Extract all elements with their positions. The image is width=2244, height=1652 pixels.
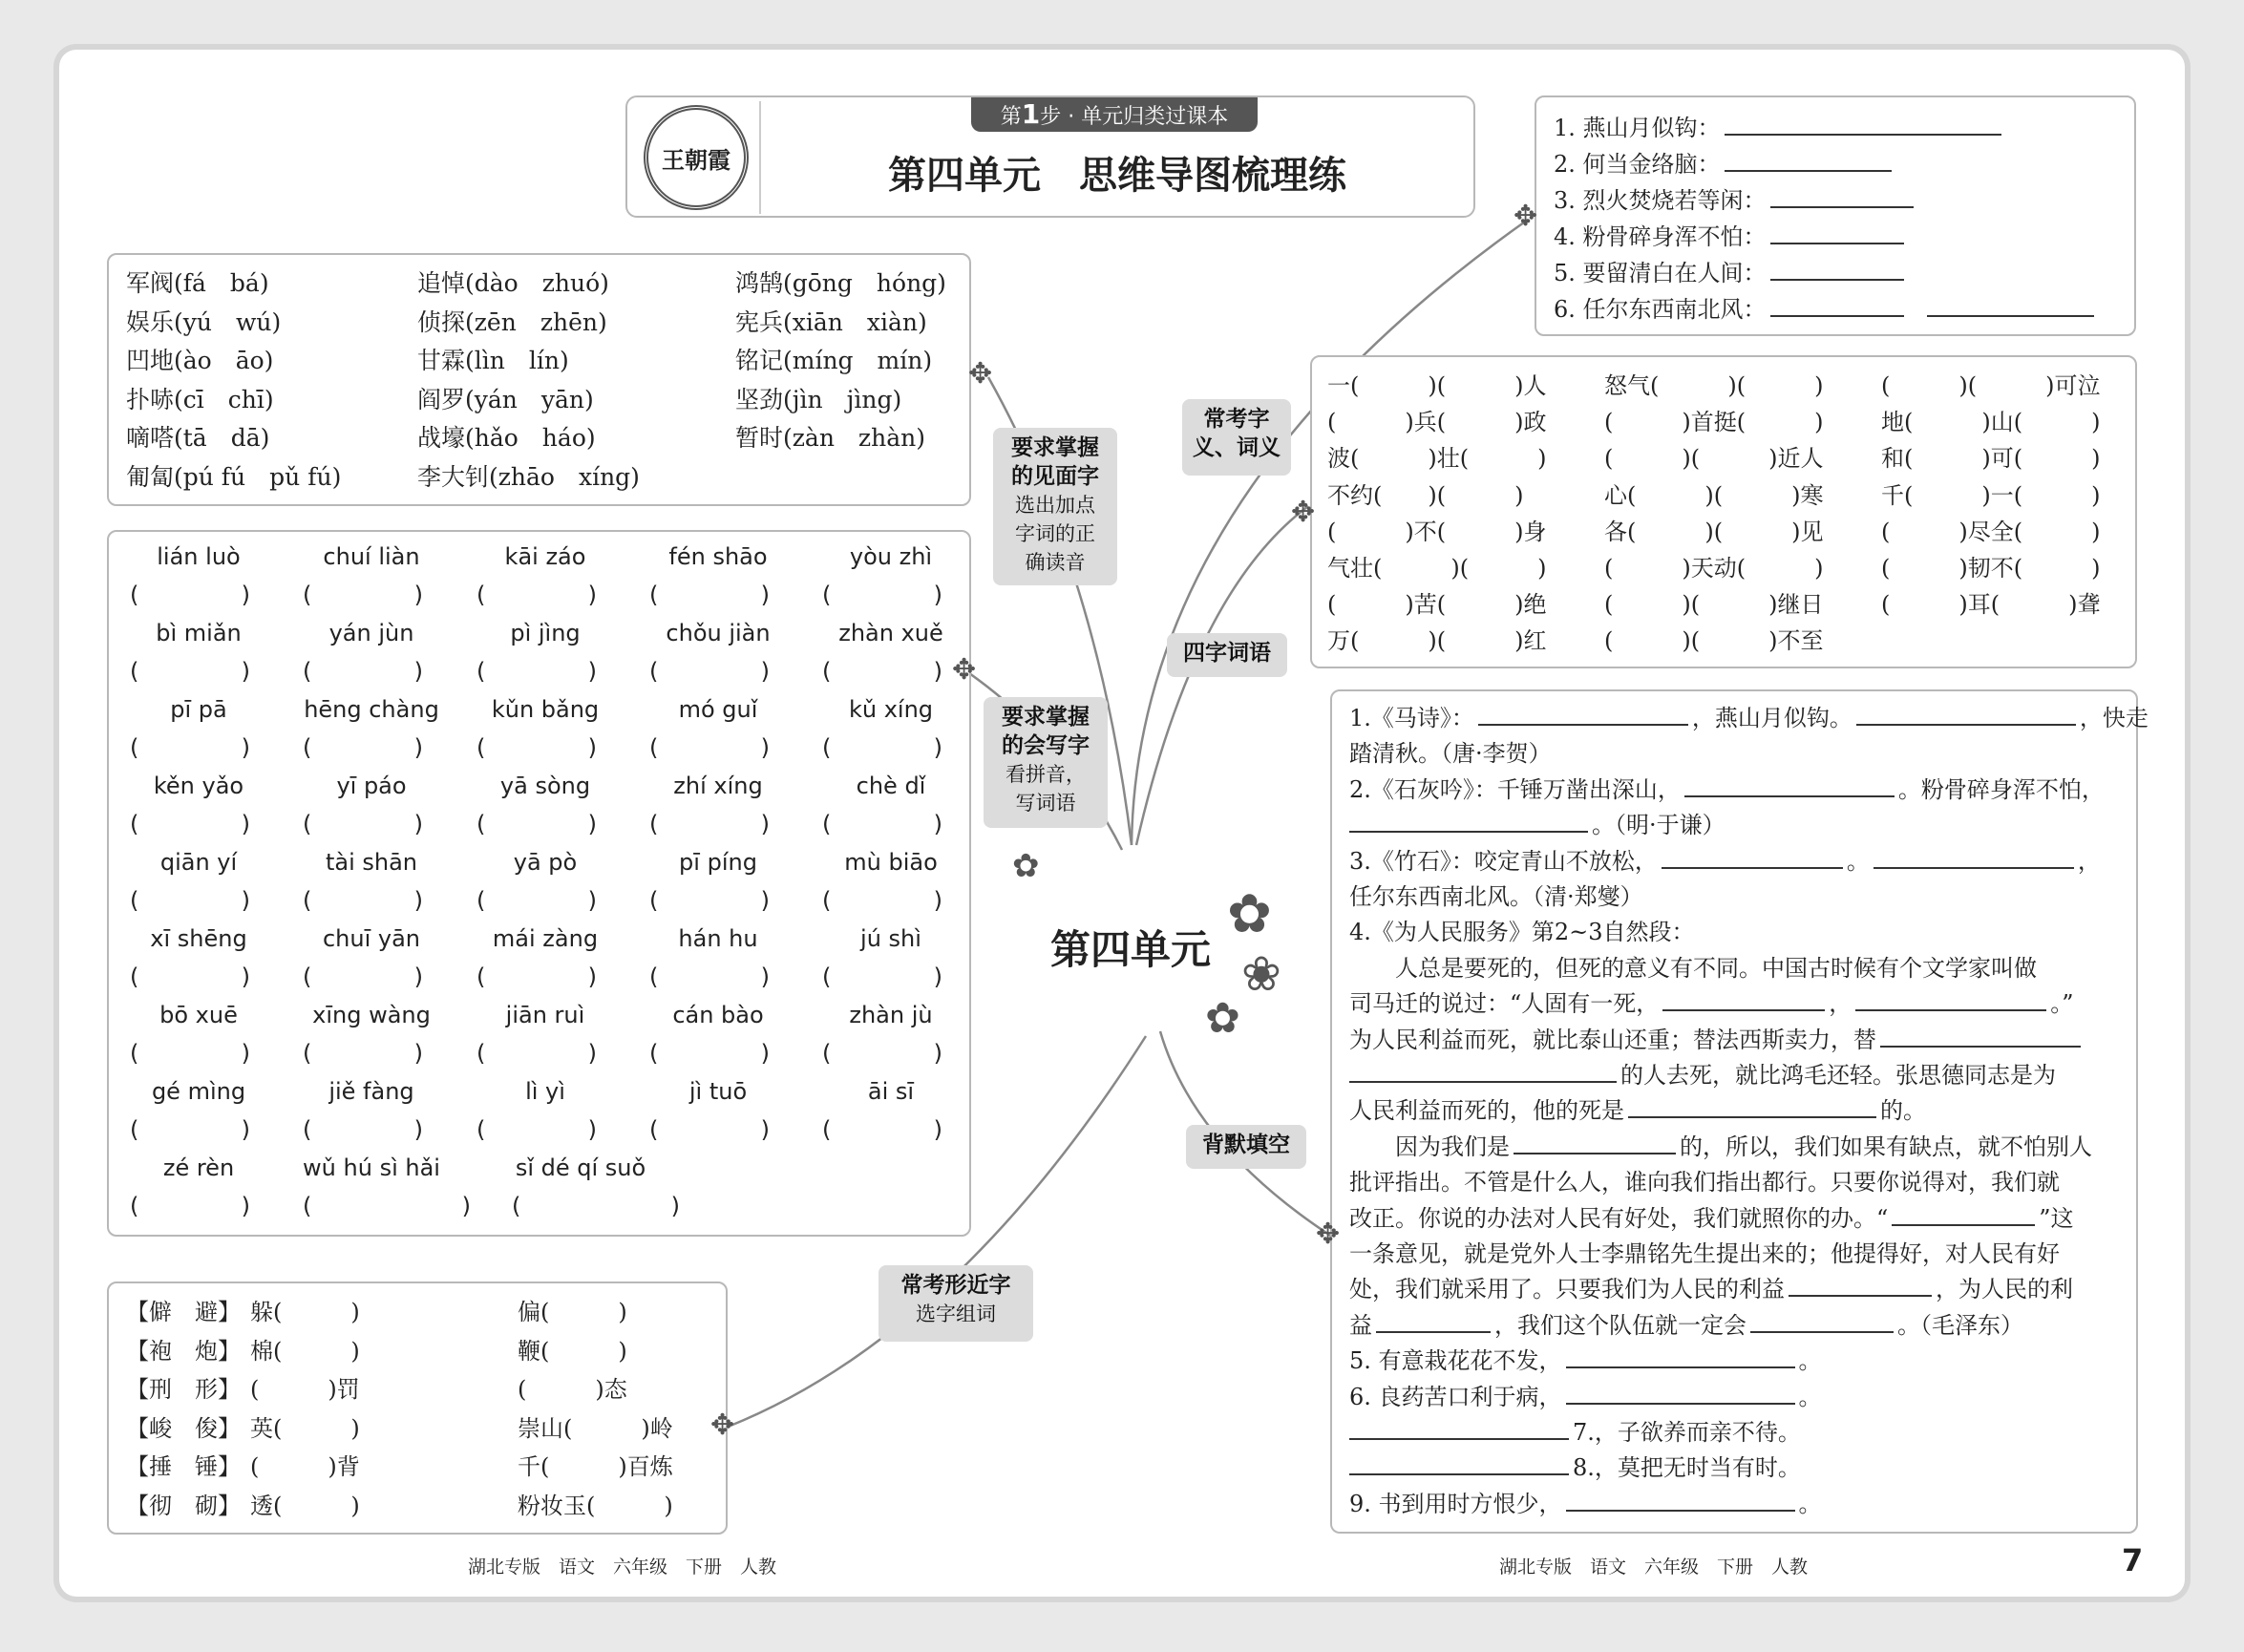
recitation-text: 的人去死，就比鸿毛还轻。张思德同志是为	[1620, 1062, 2056, 1089]
recitation-text: 批评指出。不管是什么人，谁向我们指出都行。只要你说得对，我们就	[1349, 1169, 2060, 1197]
word-meaning-item[interactable]	[1554, 145, 1892, 179]
center-title: 第四单元	[1050, 926, 1212, 973]
idiom-fill-item[interactable]: ( )首挺( )	[1604, 409, 1824, 436]
answer-blank[interactable]: ( )	[476, 658, 597, 685]
answer-blank[interactable]: ( )	[476, 811, 597, 837]
word-meaning-box	[1535, 95, 2136, 336]
answer-blank[interactable]: ( )	[649, 1040, 770, 1067]
recitation-line[interactable]	[1349, 1342, 1822, 1375]
step-prefix: 第	[1000, 105, 1022, 129]
pinyin-label: mó guǐ	[678, 696, 758, 723]
tag-subline: 选出加点	[1015, 494, 1095, 517]
answer-blank[interactable]: ( )	[822, 1040, 942, 1067]
tag-subline: 确读音	[1025, 551, 1086, 574]
recitation-line[interactable]	[1349, 1378, 1822, 1411]
recitation-text: ，	[2077, 847, 2101, 875]
pinyin-label: bì miǎn	[156, 620, 242, 646]
pinyin-label: mái zàng	[492, 925, 599, 952]
recitation-line[interactable]	[1349, 842, 2101, 876]
answer-line[interactable]	[1514, 1132, 1676, 1154]
recitation-line[interactable]	[1349, 1128, 2092, 1161]
flower-ornament-icon: ✿	[1012, 847, 1040, 885]
pronunciation-item[interactable]: 侦探(zēn zhēn)	[417, 307, 607, 336]
recitation-line[interactable]	[1349, 734, 1552, 768]
pinyin-label: kāi záo	[504, 543, 586, 570]
flower-small-icon: ✥	[968, 357, 993, 391]
answer-line[interactable]	[1725, 149, 1892, 172]
pinyin-label: lián luò	[157, 543, 241, 570]
branch-tag-beimo	[1186, 1125, 1306, 1169]
recitation-text: ，我们这个队伍就一定会	[1494, 1311, 1747, 1339]
recitation-text: 人民利益而死的，他的死是	[1349, 1097, 1624, 1125]
pinyin-label: jiān ruì	[505, 1002, 585, 1028]
recitation-line[interactable]	[1349, 1056, 2056, 1090]
pronunciation-item[interactable]: 扑哧(cī chī)	[126, 385, 274, 413]
logo-text: 王朝霞	[662, 145, 730, 174]
pinyin-label: jiě fàng	[328, 1078, 414, 1105]
answer-blank[interactable]: ( )	[303, 887, 423, 914]
recitation-text: 1.《马诗》：	[1349, 705, 1474, 731]
similar-char-pair: 【峻 俊】	[126, 1414, 241, 1442]
similar-char-blank-b[interactable]: 崇山( )岭	[518, 1414, 673, 1442]
answer-blank[interactable]: ( )	[130, 734, 250, 761]
answer-blank[interactable]: ( )	[303, 658, 423, 685]
four-char-idioms-box	[1310, 355, 2137, 668]
recitation-text: 。	[1846, 847, 1870, 875]
similar-char-pair: 【彻 砌】	[126, 1492, 241, 1519]
recitation-text: ，子欲养而亲不待。	[1594, 1419, 1801, 1446]
recitation-text: 改正。你说的办法对人民有好处，我们就照你的办。“	[1349, 1204, 1889, 1232]
recitation-text: 的。	[1880, 1097, 1926, 1125]
answer-blank[interactable]: ( )	[476, 964, 597, 990]
answer-line[interactable]	[1349, 1060, 1617, 1083]
tag-line: 要求掌握	[1011, 435, 1099, 460]
pinyin-label: jú shì	[860, 925, 921, 952]
answer-blank[interactable]: ( )	[822, 964, 942, 990]
recitation-text: 9. 书到用时方恨少，	[1349, 1490, 1562, 1517]
recitation-line[interactable]	[1349, 1021, 2085, 1054]
tag-line: 背默填空	[1202, 1133, 1290, 1157]
pinyin-label: hán hu	[678, 925, 758, 952]
pinyin-label: jì tuō	[688, 1078, 748, 1105]
pinyin-label: pī pā	[170, 696, 227, 723]
answer-blank[interactable]: ( )	[822, 887, 942, 914]
word-meaning-prompt: 4. 粉骨碎身浑不怕：	[1554, 223, 1767, 250]
answer-blank[interactable]: ( )	[476, 1040, 597, 1067]
pronunciation-item[interactable]: 宪兵(xiān xiàn)	[735, 307, 927, 336]
answer-blank[interactable]: ( )	[130, 1040, 250, 1067]
idiom-fill-item[interactable]: ( )苦( )绝	[1327, 591, 1547, 619]
branch-tag-changkaozi	[1182, 399, 1291, 476]
recitation-text: 4.《为人民服务》第2~3自然段：	[1349, 919, 1695, 946]
tag-line: 义、词义	[1193, 435, 1281, 460]
recitation-text: 3.《竹石》：咬定青山不放松，	[1349, 847, 1658, 875]
pronunciation-item[interactable]: 战壕(hǎo háo)	[417, 424, 596, 452]
answer-blank[interactable]: ( )	[130, 1193, 250, 1219]
recitation-text: 因为我们是	[1349, 1133, 1510, 1160]
recitation-text: 5. 有意栽花花不发，	[1349, 1347, 1562, 1375]
recitation-text: ，快走	[2079, 705, 2149, 731]
tag-line: 要求掌握	[1002, 705, 1090, 730]
word-meaning-prompt: 2. 何当金络脑：	[1554, 151, 1721, 178]
pinyin-box	[107, 530, 971, 1237]
pinyin-label: yā sòng	[499, 773, 591, 799]
recitation-text: ，莫把无时当有时。	[1594, 1454, 1801, 1482]
recitation-text: 。	[1798, 1347, 1822, 1375]
idiom-fill-item[interactable]: 万( )( )红	[1327, 627, 1547, 655]
recitation-text: ，为人民的利	[1936, 1276, 2073, 1303]
idiom-fill-item[interactable]: ( )( )可泣	[1881, 372, 2101, 399]
answer-line[interactable]	[1880, 1025, 2081, 1048]
idiom-fill-item[interactable]: ( )耳( )聋	[1881, 591, 2101, 619]
answer-line[interactable]	[1855, 988, 2046, 1011]
answer-line[interactable]	[1750, 1310, 1894, 1333]
idiom-fill-item[interactable]: ( )尽全( )	[1881, 518, 2101, 545]
recitation-text: 任尔东西南北风。（清·郑燮）	[1349, 883, 1643, 910]
idiom-fill-item[interactable]: ( )韧不( )	[1881, 555, 2101, 582]
answer-blank[interactable]: ( )	[303, 964, 423, 990]
answer-blank[interactable]: ( )	[822, 658, 942, 685]
answer-blank[interactable]: ( )	[649, 734, 770, 761]
recitation-line[interactable]	[1349, 806, 1725, 839]
footer-left: 湖北专版 语文 六年级 下册 人教	[468, 1557, 777, 1578]
similar-char-pair: 【僻 避】	[126, 1299, 241, 1325]
idiom-fill-item[interactable]: 波( )壮( )	[1327, 445, 1547, 473]
idiom-fill-item[interactable]: 和( )可( )	[1881, 445, 2101, 473]
tag-subline: 写词语	[1015, 792, 1076, 815]
pinyin-label: yī páo	[336, 773, 407, 799]
answer-line[interactable]	[1349, 1417, 1569, 1440]
recitation-text: 。（明·于谦）	[1592, 812, 1725, 839]
recitation-text: 为人民利益而死，就比泰山还重；替法西斯卖力，替	[1349, 1026, 1876, 1053]
pronunciation-item[interactable]: 阎罗(yán yān)	[417, 385, 594, 413]
idiom-fill-item[interactable]: ( )兵( )政	[1327, 409, 1547, 436]
idiom-fill-item[interactable]: 怒气( )( )	[1604, 372, 1824, 399]
pinyin-label: yòu zhì	[849, 543, 933, 570]
similar-char-pair: 【袍 炮】	[126, 1337, 241, 1365]
recitation-text: 司马迁的说过：“人固有一死，	[1349, 990, 1660, 1018]
answer-line[interactable]	[1856, 703, 2076, 726]
answer-blank[interactable]: ( )	[130, 658, 250, 685]
word-meaning-item[interactable]	[1554, 290, 2094, 324]
recitation-line[interactable]	[1349, 1270, 2073, 1303]
answer-line[interactable]	[1349, 1452, 1569, 1475]
pinyin-label: chuí liàn	[323, 543, 420, 570]
tag-line: 的会写字	[1002, 733, 1090, 758]
similar-char-blank-b[interactable]: 粉妆玉( )	[518, 1492, 673, 1519]
pinyin-label: chǒu jiàn	[666, 620, 771, 646]
pronunciation-item[interactable]: 甘霖(lìn lín)	[417, 347, 569, 374]
word-meaning-prompt: 1. 燕山月似钩：	[1554, 115, 1721, 141]
recitation-text: 8.	[1573, 1454, 1595, 1482]
tag-line: 常考字	[1203, 407, 1270, 432]
answer-blank[interactable]: ( )	[476, 734, 597, 761]
similar-char-blank-a[interactable]: 棉( )	[250, 1337, 360, 1365]
recitation-text: 2.《石灰吟》：千锤万凿出深山，	[1349, 775, 1681, 803]
recitation-text: 踏清秋。（唐·李贺）	[1349, 740, 1552, 768]
recitation-box	[1330, 689, 2149, 1534]
answer-line[interactable]	[1770, 222, 1904, 244]
answer-blank[interactable]: ( )	[303, 811, 423, 837]
pinyin-label: pì jìng	[510, 620, 581, 646]
pinyin-label: zhàn jù	[849, 1002, 933, 1028]
answer-line[interactable]	[1770, 185, 1914, 208]
idiom-fill-item[interactable]: ( )不( )身	[1327, 518, 1547, 545]
similar-char-blank-a[interactable]: 透( )	[250, 1492, 360, 1519]
answer-blank[interactable]: ( )	[649, 811, 770, 837]
similar-char-blank-b[interactable]: 千( )百炼	[518, 1453, 673, 1480]
answer-line[interactable]	[1725, 113, 2001, 136]
recitation-line[interactable]	[1349, 1199, 2074, 1233]
pinyin-label: xīng wàng	[312, 1002, 431, 1028]
recitation-line[interactable]	[1349, 949, 2037, 983]
similar-char-blank-a[interactable]: ( )背	[250, 1453, 360, 1480]
footer-right: 湖北专版 语文 六年级 下册 人教	[1499, 1557, 1809, 1578]
recitation-line[interactable]	[1349, 878, 1643, 911]
similar-char-blank-b[interactable]: 偏( )	[518, 1299, 627, 1325]
recitation-text: 益	[1349, 1311, 1372, 1339]
answer-blank[interactable]: ( )	[649, 887, 770, 914]
step-label: 步 · 单元归类过课本	[1040, 105, 1229, 129]
pinyin-label: gé mìng	[151, 1078, 246, 1105]
page-title: 第四单元 思维导图梳理练	[888, 154, 1346, 198]
idiom-fill-item[interactable]: 气壮( )( )	[1327, 555, 1547, 582]
pinyin-label: kěn yǎo	[153, 773, 244, 799]
answer-line[interactable]	[1789, 1274, 1932, 1297]
flower-small-icon: ✥	[1291, 496, 1316, 529]
word-meaning-item[interactable]	[1554, 181, 1914, 215]
answer-blank[interactable]: ( )	[822, 811, 942, 837]
idiom-fill-item[interactable]: 不约( )( )	[1327, 481, 1524, 509]
word-meaning-prompt: 6. 任尔东西南北风：	[1554, 296, 1767, 323]
pinyin-label: tài shān	[325, 849, 418, 876]
answer-blank[interactable]: ( )	[303, 582, 423, 608]
pronunciation-item[interactable]: 嘀嗒(tā dā)	[126, 424, 270, 452]
recitation-text: 的，所以，我们如果有缺点，就不怕别人	[1680, 1133, 2092, 1160]
pinyin-label: zé rèn	[162, 1154, 235, 1181]
word-meaning-prompt: 3. 烈火焚烧若等闲：	[1554, 187, 1767, 214]
pronunciation-item[interactable]: 李大钊(zhāo xíng)	[417, 462, 640, 491]
answer-blank[interactable]: ( )	[130, 1116, 250, 1143]
flower-small-icon: ✥	[1514, 200, 1538, 233]
word-meaning-item[interactable]	[1554, 254, 1904, 287]
tag-line: 常考形近字	[900, 1273, 1011, 1298]
pinyin-label: cán bào	[672, 1002, 764, 1028]
answer-blank[interactable]: ( )	[649, 1116, 770, 1143]
word-meaning-prompt: 5. 要留清白在人间：	[1554, 260, 1767, 286]
recitation-line[interactable]	[1349, 1413, 1801, 1447]
idiom-fill-item[interactable]: ( )( )不至	[1604, 627, 1824, 655]
recitation-text: 。粉骨碎身浑不怕，	[1897, 775, 2105, 803]
answer-line[interactable]	[1566, 1345, 1795, 1368]
recitation-line[interactable]	[1349, 1449, 1801, 1482]
pinyin-label: bō xuē	[159, 1002, 238, 1028]
pinyin-label: āi sī	[867, 1078, 915, 1105]
answer-blank[interactable]: ( )	[822, 582, 942, 608]
flower-cluster-icon: ✿	[1227, 883, 1272, 945]
step-number: 1	[1021, 98, 1041, 130]
branch-tag-huixiezi	[984, 697, 1108, 828]
pinyin-label: hēng chàng	[304, 696, 439, 723]
recitation-text: ，燕山月似钩。	[1691, 705, 1852, 731]
recitation-line[interactable]	[1349, 771, 2105, 804]
answer-blank[interactable]: ( )	[130, 582, 250, 608]
answer-blank[interactable]: ( )	[649, 658, 770, 685]
answer-line[interactable]	[1892, 1203, 2035, 1226]
answer-line[interactable]	[1628, 1095, 1876, 1118]
recitation-line[interactable]	[1349, 699, 2149, 732]
tag-subline: 字词的正	[1015, 522, 1095, 545]
answer-blank[interactable]: ( )	[649, 582, 770, 608]
recitation-line[interactable]	[1349, 1485, 1822, 1518]
pronunciation-item[interactable]: 娱乐(yú wú)	[126, 307, 282, 336]
similar-char-blank-a[interactable]: 英( )	[250, 1414, 360, 1442]
pinyin-label: chè dǐ	[856, 773, 926, 799]
similar-chars-box	[107, 1281, 728, 1535]
recitation-text: 7.	[1573, 1419, 1595, 1446]
recitation-line[interactable]	[1349, 985, 2074, 1018]
recitation-text: 。”	[2050, 990, 2074, 1018]
flower-small-icon: ✥	[710, 1408, 735, 1442]
answer-blank[interactable]: ( )	[476, 582, 597, 608]
recitation-text: 6. 良药苦口利于病，	[1349, 1383, 1562, 1410]
tag-line: 四字词语	[1183, 641, 1271, 666]
pinyin-label: lì yì	[525, 1078, 565, 1105]
pinyin-label: zhàn xuě	[838, 620, 943, 646]
recitation-text: ，	[1829, 990, 1852, 1018]
idiom-fill-item[interactable]: 各( )( )见	[1604, 518, 1824, 545]
answer-line[interactable]	[1478, 703, 1688, 726]
word-meaning-item[interactable]	[1554, 109, 2001, 142]
pinyin-label: kǔn bǎng	[491, 696, 600, 723]
pronunciation-item[interactable]: 追悼(dào zhuó)	[417, 269, 609, 297]
branch-tag-xingjinzi	[879, 1265, 1033, 1342]
answer-line[interactable]	[1927, 294, 2094, 317]
tag-line: 的见面字	[1011, 464, 1099, 489]
pinyin-label: qiān yí	[159, 849, 238, 876]
recitation-line[interactable]	[1349, 1235, 2060, 1268]
answer-line[interactable]	[1684, 774, 1895, 797]
pinyin-label: wǔ hú sì hǎi	[303, 1154, 440, 1181]
similar-char-pair: 【捶 锤】	[126, 1453, 241, 1480]
recitation-text: 人总是要死的，但死的意义有不同。中国古时候有个文学家叫做	[1349, 954, 2037, 982]
answer-line[interactable]	[1566, 1489, 1795, 1512]
tag-subline: 选字组词	[916, 1303, 996, 1325]
pronunciation-item[interactable]: 凹地(ào āo)	[126, 347, 274, 374]
recitation-text: 。	[1798, 1383, 1822, 1410]
flower-small-icon: ✥	[952, 653, 977, 687]
answer-blank[interactable]: ( )	[822, 734, 942, 761]
recitation-line[interactable]	[1349, 1091, 1926, 1125]
branch-tag-jianmianzi	[993, 428, 1117, 585]
idiom-fill-item[interactable]: 心( )( )寒	[1604, 481, 1824, 509]
pinyin-label: yán jùn	[328, 620, 414, 646]
idiom-fill-item[interactable]: ( )( )近人	[1604, 445, 1824, 473]
idiom-fill-item[interactable]: 地( )山( )	[1881, 409, 2101, 436]
branch-tag-sizi	[1167, 633, 1287, 677]
tag-subline: 看拼音，	[1006, 763, 1086, 786]
answer-line[interactable]	[1566, 1382, 1795, 1405]
pinyin-label: yā pò	[513, 849, 578, 876]
answer-line[interactable]	[1770, 294, 1904, 317]
pronunciation-item[interactable]: 鸿鹄(gōng hóng)	[735, 269, 946, 297]
pronunciation-item[interactable]: 坚劲(jìn jìng)	[735, 385, 902, 413]
answer-blank[interactable]: ( )	[130, 887, 250, 914]
recitation-text: 一条意见，就是党外人士李鼎铭先生提出来的；他提得好，对人民有好	[1349, 1240, 2060, 1267]
answer-blank[interactable]: ( )	[303, 734, 423, 761]
similar-char-blank-b[interactable]: 鞭( )	[518, 1337, 627, 1365]
answer-line[interactable]	[1376, 1310, 1491, 1333]
pinyin-label: fén shāo	[668, 543, 768, 570]
logo	[633, 101, 761, 214]
pronunciation-item[interactable]: 匍匐(pú fú pǔ fú)	[126, 462, 342, 491]
answer-blank[interactable]: ( )	[822, 1116, 942, 1143]
header-box	[625, 95, 1475, 218]
answer-blank[interactable]: ( )	[130, 811, 250, 837]
idiom-fill-item[interactable]: 一( )( )人	[1327, 372, 1547, 399]
word-meaning-item[interactable]	[1554, 218, 1904, 251]
similar-char-blank-a[interactable]: ( )罚	[250, 1376, 360, 1403]
pronunciation-item[interactable]: 暂时(zàn zhàn)	[735, 424, 925, 452]
answer-blank[interactable]: ( )	[649, 964, 770, 990]
flower-small-icon: ✥	[1316, 1218, 1341, 1251]
similar-char-blank-b[interactable]: ( )态	[518, 1376, 627, 1403]
recitation-line[interactable]	[1349, 1163, 2060, 1197]
pinyin-label: pī píng	[679, 849, 757, 876]
pinyin-label: mù biāo	[844, 849, 938, 876]
pinyin-label: sǐ dé qí suǒ	[515, 1154, 646, 1181]
answer-blank[interactable]: ( )	[303, 1193, 471, 1219]
pronunciation-item[interactable]: 铭记(míng mín)	[735, 347, 933, 374]
similar-char-pair: 【刑 形】	[126, 1376, 241, 1403]
answer-blank[interactable]: ( )	[512, 1193, 680, 1219]
similar-char-blank-a[interactable]: 躲( )	[250, 1299, 360, 1325]
flower-cluster-icon: ❀	[1241, 946, 1281, 1002]
recitation-line[interactable]	[1349, 913, 1695, 946]
answer-blank[interactable]: ( )	[130, 964, 250, 990]
step-badge	[971, 97, 1258, 132]
page-number: 7	[2122, 1542, 2144, 1578]
pinyin-label: zhí xíng	[673, 773, 763, 799]
idiom-fill-item[interactable]: 千( )一( )	[1881, 481, 2101, 509]
flower-cluster-icon: ✿	[1205, 994, 1240, 1043]
pinyin-label: chuī yān	[322, 925, 421, 952]
idiom-fill-item[interactable]: ( )( )继日	[1604, 591, 1824, 619]
recitation-text: 处，我们就采用了。只要我们为人民的利益	[1349, 1276, 1785, 1303]
recitation-text: 。（毛泽东）	[1897, 1311, 2023, 1339]
pinyin-label: kǔ xíng	[848, 696, 934, 723]
answer-line[interactable]	[1662, 988, 1825, 1011]
recitation-text: 。	[1798, 1490, 1822, 1517]
answer-line[interactable]	[1349, 810, 1588, 833]
answer-blank[interactable]: ( )	[303, 1116, 423, 1143]
pinyin-label: xī shēng	[150, 925, 247, 952]
idiom-fill-item[interactable]: ( )天动( )	[1604, 555, 1824, 582]
answer-line[interactable]	[1874, 846, 2074, 869]
answer-blank[interactable]: ( )	[476, 887, 597, 914]
pronunciation-item[interactable]: 军阀(fá bá)	[126, 269, 269, 297]
answer-blank[interactable]: ( )	[476, 1116, 597, 1143]
answer-blank[interactable]: ( )	[303, 1040, 423, 1067]
answer-line[interactable]	[1770, 258, 1904, 281]
recitation-line[interactable]	[1349, 1306, 2023, 1340]
answer-line[interactable]	[1662, 846, 1843, 869]
pronunciation-box	[107, 253, 971, 506]
recitation-text: ”这	[2039, 1204, 2074, 1232]
